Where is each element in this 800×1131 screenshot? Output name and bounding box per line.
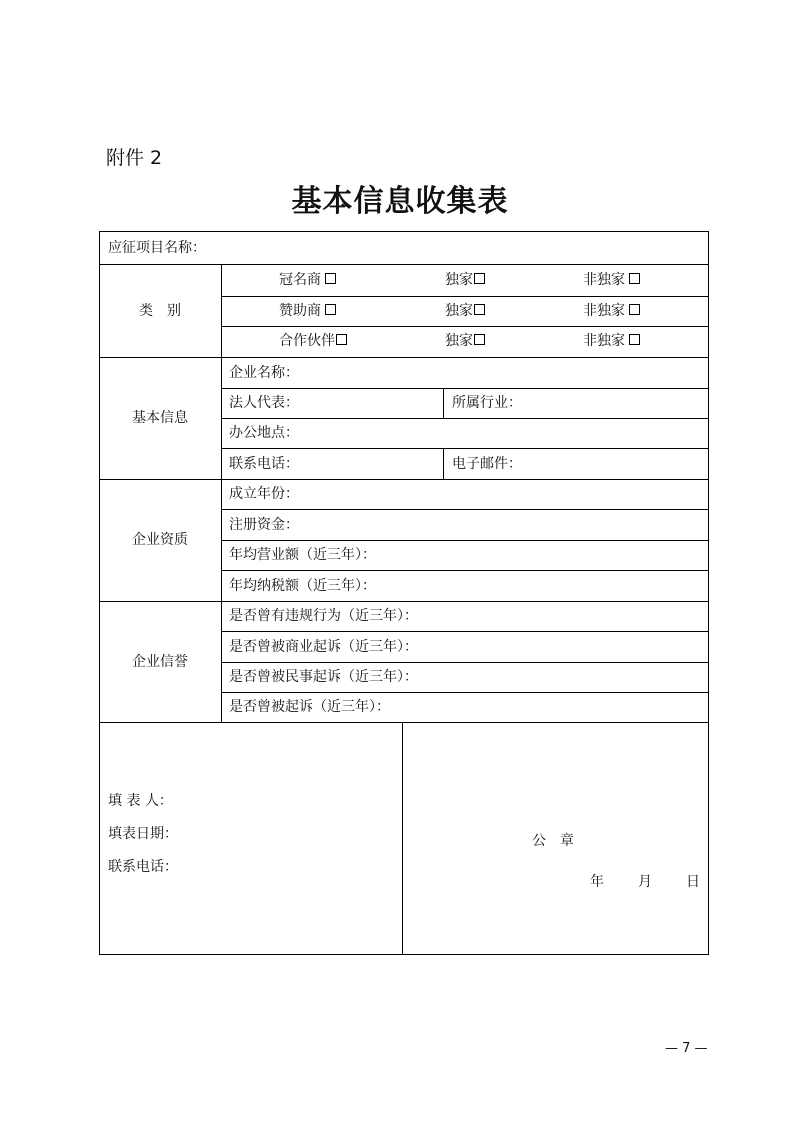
project-name-label: 应征项目名称： [108,240,206,256]
checkbox[interactable] [325,273,336,284]
company-name-field[interactable]: 企业名称： [229,365,299,381]
row-divider [221,692,708,693]
row-divider [100,264,708,265]
row-divider [221,540,708,541]
option-partner[interactable]: 合作伙伴 [279,332,347,350]
checkbox[interactable] [474,304,485,315]
founded-year-field[interactable]: 成立年份： [229,486,299,502]
row-divider [221,296,708,297]
category-label: 类 别 [139,303,181,319]
filler-field[interactable]: 填 表 人： [108,793,173,809]
registered-capital-field[interactable]: 注册资金： [229,517,299,533]
info-collection-form [99,231,709,955]
option-title-sponsor[interactable]: 冠名商 [279,271,336,289]
section-divider [100,479,708,480]
commercial-suit-field[interactable]: 是否曾被商业起诉（近三年）： [229,639,418,655]
label-column-divider [221,264,222,722]
checkbox[interactable] [474,334,485,345]
row-divider [221,662,708,663]
section-divider [100,357,708,358]
option-exclusive[interactable]: 独家 [445,332,485,350]
contact-phone-field[interactable]: 联系电话： [108,859,178,875]
option-non-exclusive[interactable]: 非独家 [583,332,640,350]
phone-field[interactable]: 联系电话： [229,456,299,472]
month-label: 月 [638,874,652,890]
checkbox[interactable] [629,334,640,345]
cell-divider [443,448,444,479]
row-divider [221,388,708,389]
sued-field[interactable]: 是否曾被起诉（近三年）： [229,699,390,715]
checkbox[interactable] [629,304,640,315]
legal-rep-field[interactable]: 法人代表： [229,395,299,411]
checkbox[interactable] [629,273,640,284]
year-label: 年 [590,874,604,890]
section-divider [100,722,708,723]
attachment-label: 附件 2 [106,147,163,169]
office-address-field[interactable]: 办公地点： [229,425,299,441]
qualification-label: 企业资质 [132,532,188,548]
option-sponsor[interactable]: 赞助商 [279,302,336,320]
day-label: 日 [686,874,700,890]
option-exclusive[interactable]: 独家 [445,271,485,289]
row-divider [221,631,708,632]
option-non-exclusive[interactable]: 非独家 [583,302,640,320]
row-divider [221,418,708,419]
checkbox[interactable] [336,334,347,345]
industry-field[interactable]: 所属行业： [452,395,522,411]
avg-revenue-field[interactable]: 年均营业额（近三年）： [229,547,376,563]
row-divider [221,509,708,510]
row-divider [221,326,708,327]
avg-tax-field[interactable]: 年均纳税额（近三年）： [229,578,376,594]
row-divider [221,570,708,571]
violations-field[interactable]: 是否曾有违规行为（近三年）： [229,608,418,624]
page-number: — 7 — [665,1041,708,1056]
option-exclusive[interactable]: 独家 [445,302,485,320]
row-divider [221,448,708,449]
credit-label: 企业信誉 [132,654,188,670]
footer-divider [402,722,403,954]
page-title: 基本信息收集表 [291,184,509,219]
civil-suit-field[interactable]: 是否曾被民事起诉（近三年）： [229,669,418,685]
email-field[interactable]: 电子邮件： [452,456,522,472]
basic-info-label: 基本信息 [132,410,188,426]
cell-divider [443,388,444,418]
option-non-exclusive[interactable]: 非独家 [583,271,640,289]
section-divider [100,601,708,602]
checkbox[interactable] [474,273,485,284]
fill-date-field[interactable]: 填表日期： [108,826,178,842]
seal-label: 公 章 [532,833,574,849]
checkbox[interactable] [325,304,336,315]
